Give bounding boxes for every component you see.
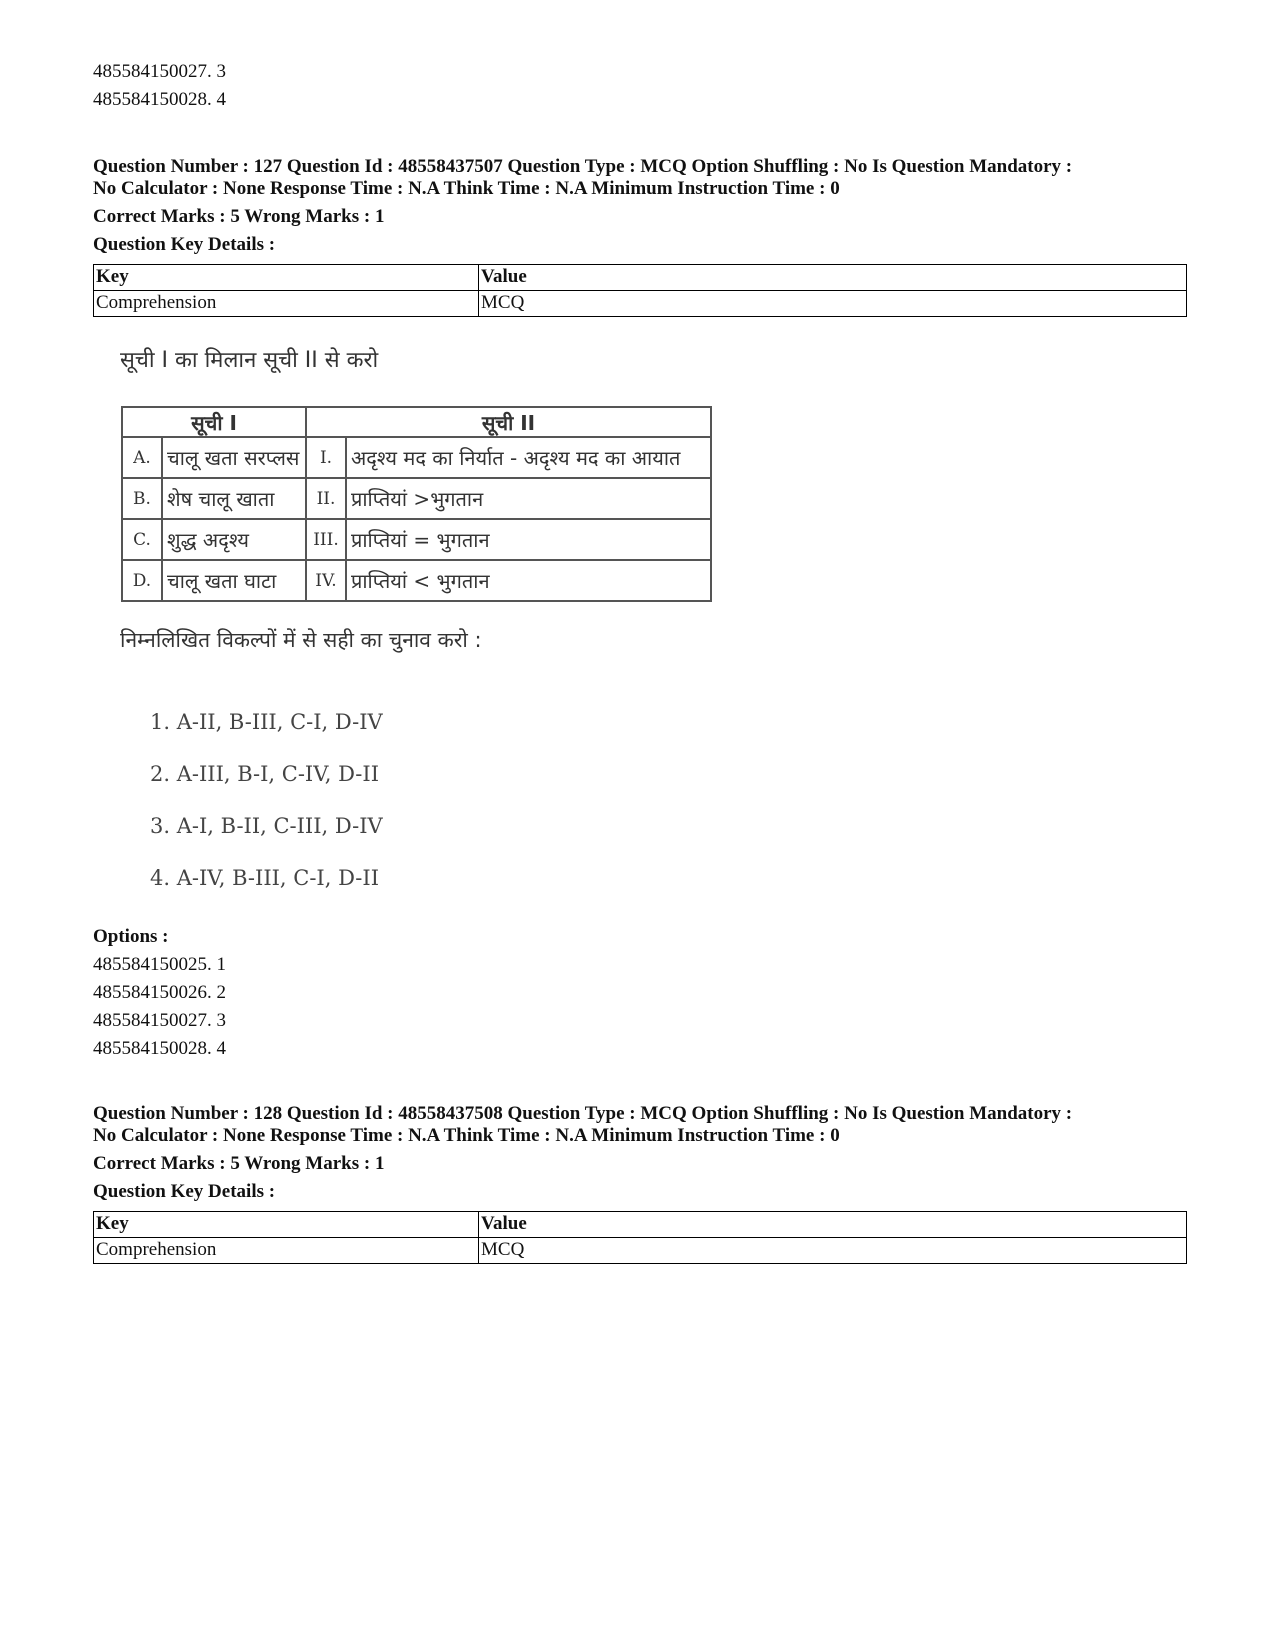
- match-table: [121, 406, 712, 602]
- question-instruction: निम्नलिखित विकल्पों में से सही का चुनाव करो :: [120, 628, 482, 652]
- row-label: A.: [122, 437, 162, 478]
- row-number: II.: [306, 478, 346, 519]
- list-2-item: प्राप्तियां >भुगतान: [346, 478, 711, 519]
- q127-option-4: 485584150028. 4: [93, 1038, 226, 1059]
- list-1-item: चालू खता सरप्लस: [162, 437, 306, 478]
- q128-key-details-label: Question Key Details :: [93, 1181, 276, 1202]
- list-2-header: सूची II: [306, 407, 711, 437]
- q128-key-table: [93, 1211, 1187, 1264]
- value-header: Value: [479, 1212, 1187, 1238]
- previous-option-3: 485584150027. 3: [93, 61, 226, 82]
- key-cell: Comprehension: [94, 1238, 479, 1264]
- list-1-header: सूची I: [122, 407, 306, 437]
- value-cell: MCQ: [479, 1238, 1187, 1264]
- q127-header-line2: No Calculator : None Response Time : N.A Think Time : N.A Minimum Instruction Time : 0: [93, 178, 840, 199]
- choice-3: 3. A-I, B-II, C-III, D-IV: [150, 814, 383, 838]
- q127-key-table: [93, 264, 1187, 317]
- q127-key-details-label: Question Key Details :: [93, 234, 276, 255]
- list-1-item: चालू खता घाटा: [162, 560, 306, 601]
- row-label: C.: [122, 519, 162, 560]
- match-table-header: [122, 407, 711, 437]
- key-cell: Comprehension: [94, 291, 479, 317]
- table-row: [122, 478, 711, 519]
- choice-2: 2. A-III, B-I, C-IV, D-II: [150, 762, 379, 786]
- list-1-item: शेष चालू खाता: [162, 478, 306, 519]
- list-2-item: प्राप्तियां = भुगतान: [346, 519, 711, 560]
- row-label: B.: [122, 478, 162, 519]
- value-cell: MCQ: [479, 291, 1187, 317]
- key-header: Key: [94, 265, 479, 291]
- q128-marks: Correct Marks : 5 Wrong Marks : 1: [93, 1153, 385, 1174]
- q127-header-line1: Question Number : 127 Question Id : 48558437507 Question Type : MCQ Option Shuffling : No Is Question Mandatory :: [93, 156, 1073, 177]
- row-number: IV.: [306, 560, 346, 601]
- choice-4: 4. A-IV, B-III, C-I, D-II: [150, 866, 379, 890]
- row-number: III.: [306, 519, 346, 560]
- table-row: [94, 1238, 1187, 1264]
- q127-options-label: Options :: [93, 926, 169, 947]
- table-row: [122, 437, 711, 478]
- row-label: D.: [122, 560, 162, 601]
- question-image: [100, 340, 780, 940]
- table-row: [94, 1212, 1187, 1238]
- key-header: Key: [94, 1212, 479, 1238]
- row-number: I.: [306, 437, 346, 478]
- q128-header-line1: Question Number : 128 Question Id : 48558437508 Question Type : MCQ Option Shuffling : No Is Question Mandatory :: [93, 1103, 1073, 1124]
- value-header: Value: [479, 265, 1187, 291]
- q127-option-3: 485584150027. 3: [93, 1010, 226, 1031]
- table-row: [122, 560, 711, 601]
- q127-option-1: 485584150025. 1: [93, 954, 226, 975]
- table-row: [94, 291, 1187, 317]
- list-2-item: प्राप्तियां < भुगतान: [346, 560, 711, 601]
- choice-1: 1. A-II, B-III, C-I, D-IV: [150, 710, 383, 734]
- previous-option-4: 485584150028. 4: [93, 89, 226, 110]
- q127-option-2: 485584150026. 2: [93, 982, 226, 1003]
- table-row: [122, 519, 711, 560]
- table-row: [94, 265, 1187, 291]
- list-1-item: शुद्ध अदृश्य: [162, 519, 306, 560]
- list-2-item: अदृश्य मद का निर्यात - अदृश्य मद का आयात: [346, 437, 711, 478]
- q127-marks: Correct Marks : 5 Wrong Marks : 1: [93, 206, 385, 227]
- question-title: सूची I का मिलान सूची II से करो: [120, 348, 379, 373]
- q128-header-line2: No Calculator : None Response Time : N.A Think Time : N.A Minimum Instruction Time : 0: [93, 1125, 840, 1146]
